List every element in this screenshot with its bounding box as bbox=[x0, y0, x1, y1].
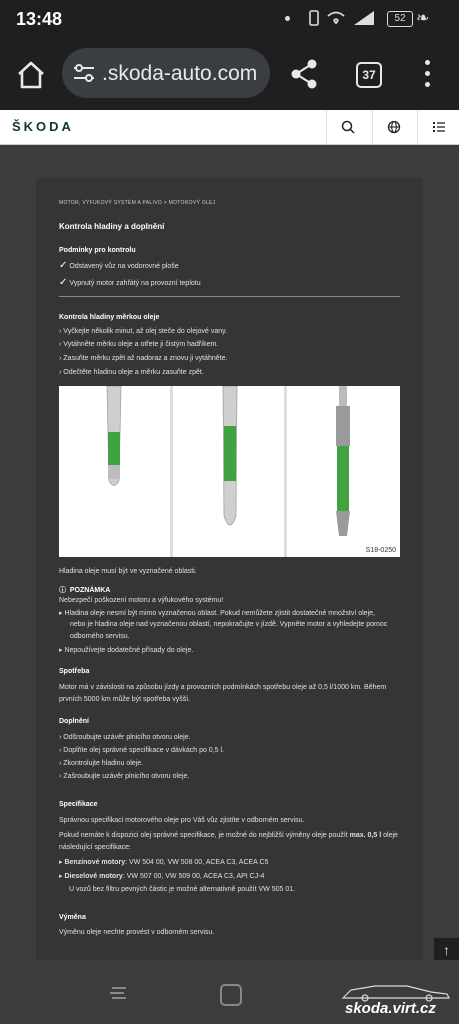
dipstick-figure bbox=[59, 386, 400, 557]
dipstick-image-3 bbox=[287, 386, 398, 557]
home-icon[interactable] bbox=[14, 58, 48, 92]
share-icon[interactable] bbox=[288, 58, 320, 90]
check-icon: ✓ bbox=[59, 277, 68, 288]
status-bar bbox=[0, 0, 459, 38]
step-item: › Doplňte olej správné specifikace v dávkách po 0,5 l. bbox=[59, 747, 224, 754]
dipstick-image-2 bbox=[173, 386, 284, 557]
home-nav-icon[interactable] bbox=[220, 984, 242, 1006]
spec-item: ▸ Benzinové motory: VW 504 00, VW 508 00, ACEA C3, ACEA C5 bbox=[59, 859, 269, 866]
refill-heading: Doplnění bbox=[59, 718, 89, 725]
figure-code: S18-0250 bbox=[365, 547, 396, 554]
dipstick-image-1 bbox=[59, 386, 170, 557]
watermark bbox=[335, 978, 455, 1024]
note-item: ▸ Nepoužívejte dodatečné přísady do oleje. bbox=[59, 647, 194, 654]
site-header bbox=[0, 110, 459, 145]
note-item-cont: nebo je hladina oleje nad vyznačenou oblastí, nepokračujte v jízdě. Vypněte motor a vyhledejte pomoc bbox=[70, 621, 388, 628]
breadcrumb[interactable]: MOTOR, VÝFUKOVÝ SYSTÉM A PALIVO > MOTOROVÝ OLEJ bbox=[59, 200, 216, 206]
page-title: Kontrola hladiny a doplnění bbox=[59, 222, 165, 231]
spec-heading: Specifikace bbox=[59, 801, 98, 808]
spec-text: Pokud nemáte k dispozici olej správné specifikace, je možné do nejbližší výměny oleje použít max. 0,5 l oleje bbox=[59, 832, 398, 839]
step-item: › Zasuňte měrku zpět až nadoraz a znovu ji vytáhněte. bbox=[59, 355, 228, 362]
browser-menu-icon[interactable] bbox=[420, 60, 434, 88]
watermark-text: skoda.virt.cz bbox=[345, 1000, 436, 1017]
globe-icon bbox=[373, 110, 415, 144]
step-item: › Vyčkejte několik minut, až olej steče do olejové vany. bbox=[59, 328, 228, 335]
spec-note: U vozů bez filtru pevných částic je možné alternativně použít VW 505 01. bbox=[69, 886, 296, 893]
figure-caption: Hladina oleje musí být ve vyznačené oblasti. bbox=[59, 568, 197, 575]
step-item: › Zašroubujte uzávěr plnicího otvoru oleje. bbox=[59, 773, 190, 780]
check-icon: ✓ bbox=[59, 260, 68, 271]
car-outline-icon bbox=[335, 978, 455, 1002]
url-text[interactable]: .skoda-auto.com bbox=[102, 62, 258, 85]
language-button[interactable] bbox=[372, 110, 415, 144]
condition-item: ✓ Odstavený vůz na vodorovné ploše bbox=[59, 260, 179, 271]
note-title: ⓘ POZNÁMKA bbox=[59, 587, 111, 594]
back-to-top-button[interactable]: ↑ bbox=[434, 938, 459, 963]
menu-button[interactable] bbox=[417, 110, 459, 144]
browser-toolbar bbox=[0, 38, 459, 110]
condition-item: ✓ Vypnutý motor zahřátý na provozní teplotu bbox=[59, 277, 201, 288]
change-text: Výměnu oleje nechte provést v odborném servisu. bbox=[59, 929, 215, 936]
consumption-text: prvních 5000 km může být spotřeba vyšší. bbox=[59, 696, 191, 703]
list-menu-icon bbox=[418, 110, 459, 144]
search-button[interactable] bbox=[326, 110, 369, 144]
battery-icon: 52 bbox=[387, 11, 413, 27]
status-icons bbox=[308, 9, 383, 30]
status-time: 13:48 bbox=[16, 9, 63, 29]
step-item: › Zkontrolujte hladinu oleje. bbox=[59, 760, 144, 767]
site-settings-icon[interactable] bbox=[72, 62, 96, 84]
step-item: › Odšroubujte uzávěr plnicího otvoru oleje. bbox=[59, 734, 191, 741]
spec-item: ▸ Dieselové motory: VW 507 00, VW 509 00, ACEA C3, API CJ-4 bbox=[59, 873, 265, 880]
conditions-heading: Podmínky pro kontrolu bbox=[59, 247, 136, 254]
consumption-text: Motor má v závislosti na způsobu jízdy a provozních podmínkách spotřebu oleje až 0,5 l/1000 km. Během bbox=[59, 684, 387, 691]
search-icon bbox=[327, 110, 369, 144]
notification-dot-icon bbox=[285, 16, 290, 21]
skoda-logo[interactable]: ŠKODA bbox=[12, 119, 74, 134]
note-item: ▸ Hladina oleje nesmí být mimo vyznačenou oblast. Pokud nemůžete zjistit dostatečné množství oleje, bbox=[59, 610, 375, 617]
article-card bbox=[36, 178, 423, 960]
tab-switcher-button[interactable]: 37 bbox=[356, 62, 382, 88]
spec-text: Správnou specifikaci motorového oleje pro Váš vůz zjistíte v odborném servisu. bbox=[59, 817, 305, 824]
leaf-icon: ❧ bbox=[416, 10, 430, 27]
step-item: › Vytáhněte měrku oleje a otřete ji čistým hadříkem. bbox=[59, 341, 219, 348]
spec-text: následující specifikace: bbox=[59, 844, 131, 851]
dipstick-heading: Kontrola hladiny měrkou oleje bbox=[59, 314, 160, 321]
note-item-cont: odborného servisu. bbox=[70, 633, 130, 640]
info-icon: ⓘ bbox=[59, 587, 66, 594]
step-item: › Odečtěte hladinu oleje a měrku zasuňte zpět. bbox=[59, 369, 204, 376]
change-heading: Výměna bbox=[59, 914, 86, 921]
divider bbox=[59, 296, 400, 297]
note-subtitle: Nebezpečí poškození motoru a výfukového systému! bbox=[59, 597, 224, 604]
consumption-heading: Spotřeba bbox=[59, 668, 90, 675]
address-bar[interactable] bbox=[62, 48, 270, 98]
recents-icon[interactable] bbox=[108, 985, 128, 1001]
